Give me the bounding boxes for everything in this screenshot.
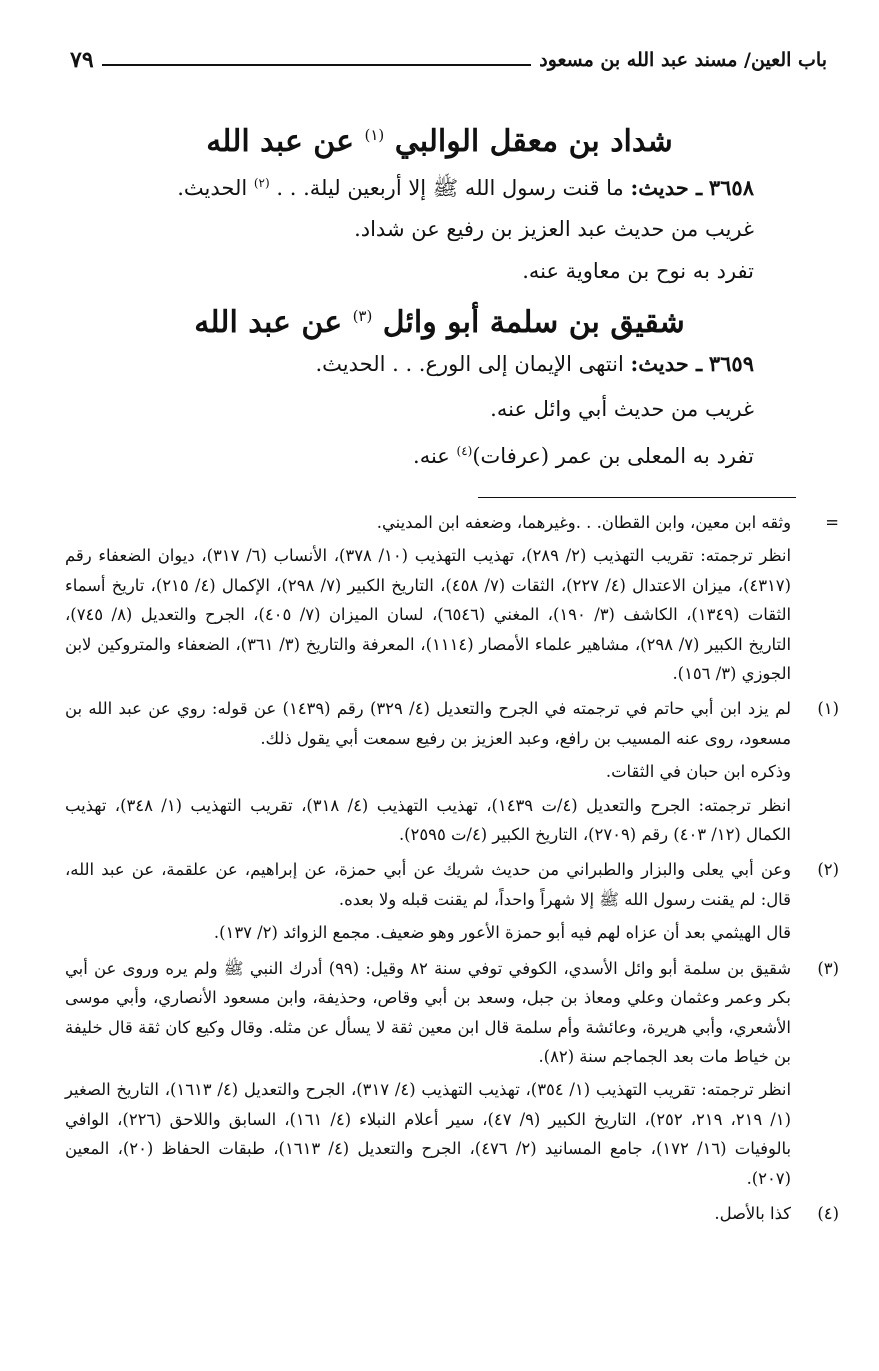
footnote-marker: (٤) [817, 1203, 839, 1223]
footnote-paragraph: وثقه ابن معين، وابن القطان. . .وغيرهما، وضعفه ابن المديني. [376, 513, 791, 532]
footnote-ref[interactable]: (١) [364, 126, 385, 144]
footnote-paragraph: انظر ترجمته: الجرح والتعديل (٤/ت ١٤٣٩)، تهذيب التهذيب (٤/ ٣١٨)، تقريب التهذيب (١/ ٣٤٨)، تهذيب الكمال (١٢/ ٤٠٣) رقم (٢٧٠٩)، التاريخ الكبير (٤/ت ٢٥٩٥). [65, 795, 791, 845]
footnote-marker: (٢) [817, 860, 839, 880]
footnote-paragraph: قال الهيثمي بعد أن عزاه لهم فيه أبو حمزة الأعور وهو ضعيف. مجمع الزوائد (٢/ ١٣٧). [213, 923, 791, 943]
text-line [100, 434, 754, 473]
footnote-separator [478, 497, 796, 498]
footnote-paragraph: انظر ترجمته: تقريب التهذيب (٢/ ٢٨٩)، تهذيب التهذيب (١٠/ ٣٧٨)، الأنساب (٦/ ٣١٧)، ديوان الضعفاء رقم (٤٣١٧)، ميزان الاعتدال (٤/ ٢٢٧)، الثقات (٧/ ٤٥٨)، التاريخ الكبير (٧/ ٢٩٨)، الإكمال (٤/ ٢١٥)، تاريخ أسماء الثقات (١٣٤٩)، الكاشف (٣/ ١٩٠)، المغني (٦٥٤٦)، لسان الميزان (٧/ ٤٠٥)، الجرح والتعديل (٨/ ٧٤٥)، التاريخ الكبير (٧/ ٢٩٨)، مشاهير علماء الأمصار (١١١٤)، المعرفة والتاريخ (٣/ ٣٦١)، الضعفاء والمتروكين لابن الجوزي (٣/ ١٥٦). [65, 546, 792, 684]
footnote-ref[interactable]: (٣) [352, 307, 373, 325]
page-number: ٧٩ [70, 47, 94, 73]
footnote [65, 954, 839, 1193]
hadith-number: ٣٦٥٩ [708, 351, 754, 376]
footnote-paragraph: لم يزد ابن أبي حاتم في ترجمته في الجرح والتعديل (٤/ ٣٢٩) رقم (١٤٣٩) عن قوله: روي عن عبد الله بن مسعود، روى عنه المسيب بن رافع، وعبد العزيز بن رفيع سمعت أبي يقول ذلك. [65, 699, 792, 748]
footnote-marker: = [825, 513, 839, 532]
hadith-number: ٣٦٥٨ [708, 175, 754, 200]
footnote-marker: (١) [817, 699, 839, 719]
footnote-paragraph: وذكره ابن حبان في الثقات. [605, 762, 791, 782]
hadith-end: الحديث. [177, 176, 248, 200]
footnote-paragraph: وعن أبي يعلى والبزار والطبراني من حديث شريك عن أبي حمزة، عن إبراهيم، عن علقمة، عن عبد الله، قال: لم يقنت رسول الله ﷺ إلا شهراً واحداً، لم يقنت قبله ولا بعده. [65, 860, 791, 909]
footnote [65, 855, 839, 947]
footnote-paragraph: انظر ترجمته: تقريب التهذيب (١/ ٣٥٤)، تهذيب التهذيب (٤/ ٣١٧)، الجرح والتعديل (٤/ ١٦١٣)، التاريخ الصغير (١/ ٢١٩، ٢١٩، ٢٥٢)، التاريخ الكبير (٩/ ٤٧)، سير أعلام النبلاء (٤/ ١٦١)، السابق واللاحق (٢٢٦)، الوافي بالوفيات (١٦/ ١٧٢)، جامع المسانيد (٢/ ٤٧٦)، الجرح والتعديل (٤/ ١٦١٣)، طبقات الحفاظ (٢٠)، المعين (٢٠٧). [65, 1080, 792, 1188]
heading-suffix: عن عبد الله [206, 124, 355, 159]
narrator-name: شداد بن معقل الوالبي [394, 124, 673, 159]
header-rule [102, 64, 532, 66]
footnote [65, 508, 839, 688]
text-line: غريب من حديث أبي وائل عنه. [490, 397, 754, 421]
running-title: باب العين/ مسند عبد الله بن مسعود [539, 49, 827, 71]
text-line: غريب من حديث عبد العزيز بن رفيع عن شداد. [354, 217, 754, 241]
hadith-line [100, 166, 754, 205]
heading-suffix: عن عبد الله [194, 305, 343, 340]
footnote-paragraph: كذا بالأصل. [714, 1203, 791, 1223]
hadith-text: انتهى الإيمان إلى الورع. . . الحديث. [315, 352, 624, 376]
text-line-prefix: تفرد به المعلى بن عمر (عرفات) [472, 444, 754, 468]
section-heading [60, 115, 819, 162]
hadith-label: ـ حديث: [630, 351, 703, 376]
footnote-ref[interactable]: (٢) [253, 176, 270, 190]
running-header [70, 40, 827, 80]
text-line-suffix: عنه. [413, 444, 450, 468]
footnote-paragraph: شقيق بن سلمة أبو وائل الأسدي، الكوفي توفي سنة ٨٢ وقيل: (٩٩) أدرك النبي ﷺ ولم يره وروى عن أبي بكر وعمر وعثمان وعلي ومعاذ بن جبل، وسعد بن أبي وقاص، وحذيفة، وابن مسعود الأنصاري، وأبي موسى الأشعري، وأبي هريرة، وعائشة وأم سلمة قال ابن معين ثقة لا يسأل عن مثله. وقال وكيع كان ثقة قال خليفة بن خياط مات بعد الجماجم سنة (٨٢). [65, 958, 792, 1066]
hadith-label: ـ حديث: [630, 175, 703, 200]
footnote-ref[interactable]: (٤) [456, 444, 473, 458]
footnote-marker: (٣) [817, 958, 839, 978]
hadith-text: ما قنت رسول الله ﷺ إلا أربعين ليلة. . . [276, 176, 624, 200]
footnotes [65, 508, 839, 1234]
section-heading [60, 296, 819, 343]
footnote [65, 694, 839, 849]
hadith-line [100, 347, 754, 381]
footnote [65, 1199, 839, 1228]
narrator-name: شقيق بن سلمة أبو وائل [382, 305, 685, 340]
text-line: تفرد به نوح بن معاوية عنه. [522, 259, 754, 283]
